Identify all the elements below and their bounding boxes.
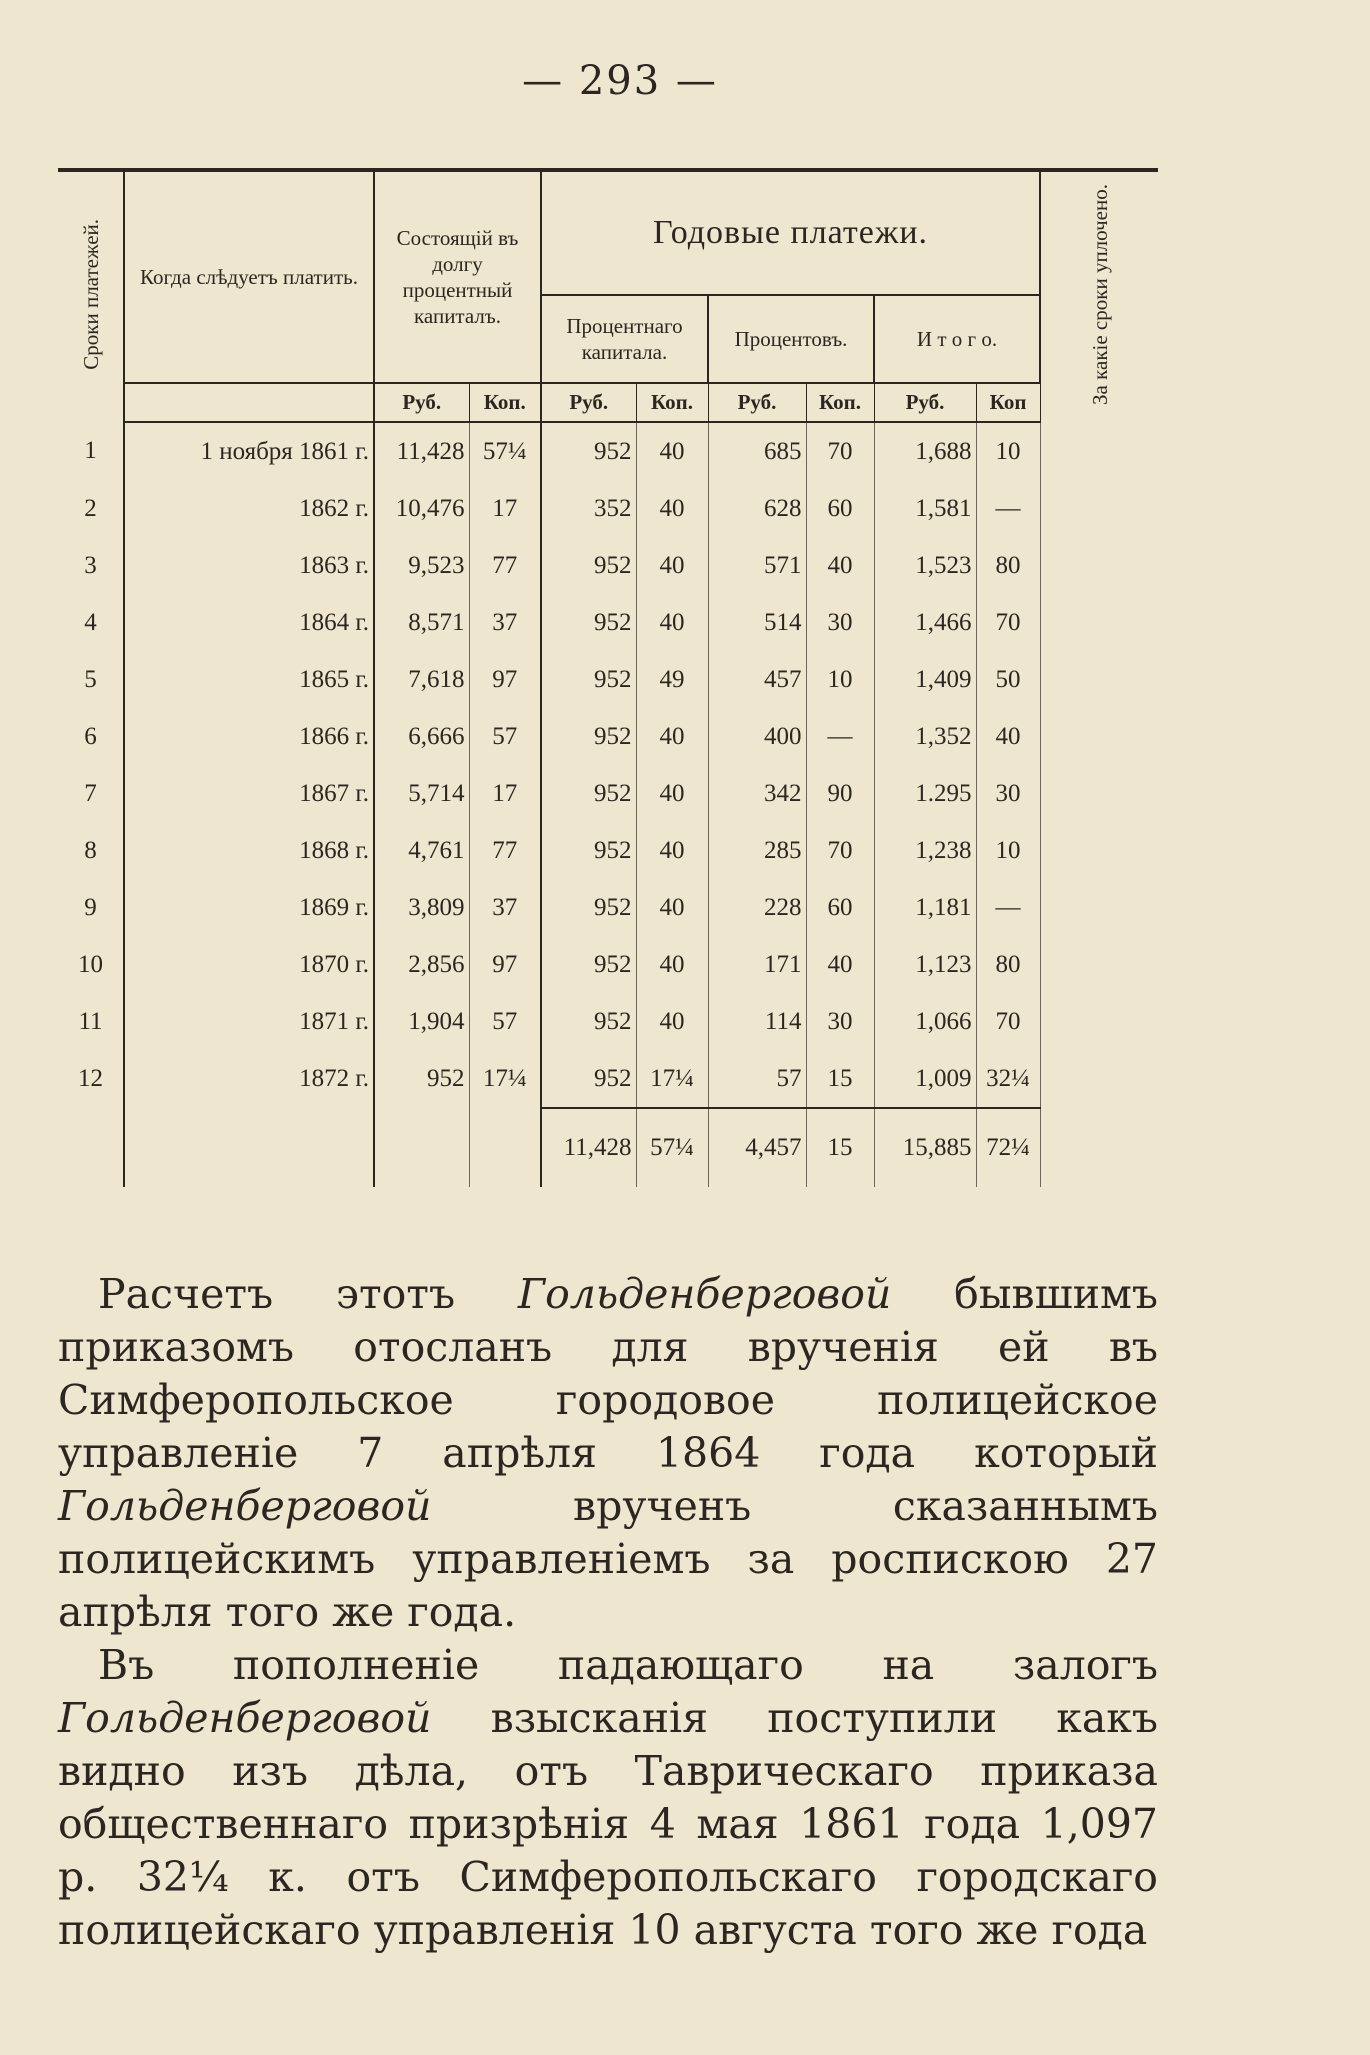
cell-int-k: 70	[806, 422, 874, 480]
cell-cap-k: 40	[636, 422, 708, 480]
unit-kop: Коп.	[636, 383, 708, 422]
cell-int-k: 15	[806, 1050, 874, 1108]
totals-row	[58, 1108, 1158, 1187]
cell-debt-k: 57¼	[469, 422, 541, 480]
cell-cap-r: 952	[541, 879, 636, 936]
total-blank	[124, 1108, 374, 1187]
cell-debt-r: 5,714	[374, 765, 469, 822]
cell-int-k: 70	[806, 822, 874, 879]
cell-int-r: 57	[708, 1050, 806, 1108]
cell-cap-r: 952	[541, 594, 636, 651]
header-term: Сроки платежей.	[58, 170, 124, 422]
cell-n: 4	[58, 594, 124, 651]
cell-int-k: 30	[806, 993, 874, 1050]
cell-n: 5	[58, 651, 124, 708]
cell-when: 1868 г.	[124, 822, 374, 879]
cell-cap-r: 952	[541, 651, 636, 708]
total-cap-k: 57¼	[636, 1108, 708, 1187]
cell-debt-r: 7,618	[374, 651, 469, 708]
cell-n: 1	[58, 422, 124, 480]
cell-debt-r: 9,523	[374, 537, 469, 594]
cell-tot-r: 1,352	[874, 708, 976, 765]
cell-when: 1862 г.	[124, 480, 374, 537]
cell-debt-r: 2,856	[374, 936, 469, 993]
cell-cap-k: 49	[636, 651, 708, 708]
unit-rub: Руб.	[374, 383, 469, 422]
cell-tot-k: —	[976, 480, 1040, 537]
total-int-r: 4,457	[708, 1108, 806, 1187]
cell-cap-r: 952	[541, 422, 636, 480]
cell-debt-k: 57	[469, 993, 541, 1050]
cell-debt-k: 97	[469, 936, 541, 993]
cell-tot-r: 1,181	[874, 879, 976, 936]
header-when: Когда слѣдуетъ платить.	[124, 170, 374, 383]
cell-int-r: 571	[708, 537, 806, 594]
cell-n: 8	[58, 822, 124, 879]
cell-paid	[1040, 765, 1158, 822]
cell-cap-r: 952	[541, 993, 636, 1050]
cell-debt-r: 8,571	[374, 594, 469, 651]
unit-rub: Руб.	[708, 383, 806, 422]
cell-paid	[1040, 422, 1158, 480]
cell-when: 1863 г.	[124, 537, 374, 594]
table-row	[58, 993, 1158, 1050]
table-row	[58, 822, 1158, 879]
table-row	[58, 879, 1158, 936]
table-row	[58, 1050, 1158, 1108]
unit-kop: Коп.	[469, 383, 541, 422]
cell-tot-k: —	[976, 879, 1040, 936]
table-row	[58, 480, 1158, 537]
unit-kop: Коп	[976, 383, 1040, 422]
cell-tot-r: 1,688	[874, 422, 976, 480]
cell-int-k: 40	[806, 537, 874, 594]
unit-kop: Коп.	[806, 383, 874, 422]
cell-tot-k: 10	[976, 422, 1040, 480]
cell-debt-r: 10,476	[374, 480, 469, 537]
cell-n: 10	[58, 936, 124, 993]
cell-int-r: 171	[708, 936, 806, 993]
page-number: — 293 —	[522, 58, 718, 104]
cell-tot-k: 80	[976, 537, 1040, 594]
cell-debt-k: 17¼	[469, 1050, 541, 1108]
total-tot-k: 72¼	[976, 1108, 1040, 1187]
paragraph-2: Въ пополненіе падающаго на залогъ Гольденберговой взысканія поступили какъ видно изъ дѣла, отъ Таврическаго приказа общественнаго призрѣнія 4 мая 1861 года 1,097 р. 32¼ к. отъ Симферопольскаго городскаго полицейскаго управленія 10 августа того же года	[58, 1641, 1158, 1954]
cell-int-k: 40	[806, 936, 874, 993]
cell-debt-k: 77	[469, 537, 541, 594]
cell-tot-k: 40	[976, 708, 1040, 765]
table-row	[58, 708, 1158, 765]
cell-paid	[1040, 993, 1158, 1050]
cell-tot-k: 32¼	[976, 1050, 1040, 1108]
cell-paid	[1040, 594, 1158, 651]
cell-tot-k: 70	[976, 594, 1040, 651]
payment-schedule-table	[58, 168, 1158, 1187]
cell-cap-k: 17¼	[636, 1050, 708, 1108]
cell-tot-r: 1.295	[874, 765, 976, 822]
cell-debt-r: 6,666	[374, 708, 469, 765]
cell-int-r: 628	[708, 480, 806, 537]
cell-when: 1866 г.	[124, 708, 374, 765]
cell-n: 9	[58, 879, 124, 936]
cell-cap-k: 40	[636, 537, 708, 594]
cell-cap-r: 352	[541, 480, 636, 537]
cell-debt-k: 77	[469, 822, 541, 879]
total-blank	[58, 1108, 124, 1187]
cell-tot-r: 1,409	[874, 651, 976, 708]
cell-when: 1867 г.	[124, 765, 374, 822]
cell-cap-r: 952	[541, 1050, 636, 1108]
header-annual: Годовые платежи.	[541, 170, 1040, 295]
header-interest: Процентовъ.	[708, 295, 874, 383]
cell-int-r: 685	[708, 422, 806, 480]
cell-tot-k: 80	[976, 936, 1040, 993]
cell-tot-k: 30	[976, 765, 1040, 822]
cell-paid	[1040, 651, 1158, 708]
cell-tot-r: 1,581	[874, 480, 976, 537]
cell-paid	[1040, 1050, 1158, 1108]
cell-tot-r: 1,523	[874, 537, 976, 594]
cell-when: 1865 г.	[124, 651, 374, 708]
total-blank	[374, 1108, 469, 1187]
cell-int-r: 514	[708, 594, 806, 651]
cell-debt-r: 3,809	[374, 879, 469, 936]
cell-debt-r: 952	[374, 1050, 469, 1108]
cell-int-k: 10	[806, 651, 874, 708]
payment-table	[58, 168, 1158, 1187]
cell-cap-k: 40	[636, 480, 708, 537]
cell-cap-k: 40	[636, 936, 708, 993]
cell-int-r: 457	[708, 651, 806, 708]
unit-rub: Руб.	[874, 383, 976, 422]
total-int-k: 15	[806, 1108, 874, 1187]
body-text	[58, 1268, 1158, 1957]
unit-rub: Руб.	[541, 383, 636, 422]
table-body	[58, 422, 1158, 1187]
table-row	[58, 422, 1158, 480]
cell-paid	[1040, 936, 1158, 993]
header-paid: За какіе сроки уплочено.	[1087, 183, 1112, 405]
total-blank	[1040, 1108, 1158, 1187]
table-row	[58, 651, 1158, 708]
cell-tot-k: 70	[976, 993, 1040, 1050]
cell-cap-r: 952	[541, 537, 636, 594]
cell-int-r: 114	[708, 993, 806, 1050]
cell-debt-k: 17	[469, 765, 541, 822]
cell-debt-k: 37	[469, 879, 541, 936]
cell-int-r: 228	[708, 879, 806, 936]
table-row	[58, 936, 1158, 993]
cell-when: 1864 г.	[124, 594, 374, 651]
cell-debt-k: 37	[469, 594, 541, 651]
cell-debt-r: 4,761	[374, 822, 469, 879]
cell-cap-k: 40	[636, 765, 708, 822]
header-when-blank	[124, 383, 374, 422]
cell-tot-k: 50	[976, 651, 1040, 708]
cell-cap-r: 952	[541, 822, 636, 879]
cell-when: 1870 г.	[124, 936, 374, 993]
cell-when: 1872 г.	[124, 1050, 374, 1108]
cell-when: 1871 г.	[124, 993, 374, 1050]
paragraph-1: Расчетъ этотъ Гольденберговой бывшимъ приказомъ отосланъ для врученія ей въ Симферопольское городовое полицейское управленіе 7 апрѣля 1864 года который Гольденберговой врученъ сказаннымъ полицейскимъ управленіемъ за роспискою 27 апрѣля того же года.	[58, 1270, 1158, 1636]
cell-debt-r: 11,428	[374, 422, 469, 480]
cell-cap-k: 40	[636, 993, 708, 1050]
cell-paid	[1040, 708, 1158, 765]
cell-paid	[1040, 822, 1158, 879]
cell-cap-k: 40	[636, 879, 708, 936]
cell-n: 11	[58, 993, 124, 1050]
total-tot-r: 15,885	[874, 1108, 976, 1187]
cell-int-k: 60	[806, 879, 874, 936]
cell-cap-r: 952	[541, 936, 636, 993]
cell-tot-k: 10	[976, 822, 1040, 879]
cell-cap-k: 40	[636, 594, 708, 651]
table-row	[58, 765, 1158, 822]
cell-int-r: 342	[708, 765, 806, 822]
cell-cap-k: 40	[636, 822, 708, 879]
cell-int-k: 90	[806, 765, 874, 822]
total-cap-r: 11,428	[541, 1108, 636, 1187]
cell-debt-k: 17	[469, 480, 541, 537]
cell-n: 12	[58, 1050, 124, 1108]
cell-paid	[1040, 480, 1158, 537]
cell-int-r: 400	[708, 708, 806, 765]
table-row	[58, 594, 1158, 651]
total-blank	[469, 1108, 541, 1187]
cell-cap-r: 952	[541, 708, 636, 765]
header-total: И т о г о.	[874, 295, 1040, 383]
cell-paid	[1040, 879, 1158, 936]
cell-n: 7	[58, 765, 124, 822]
cell-cap-k: 40	[636, 708, 708, 765]
header-debt: Состоящій въ долгу процентный капиталъ.	[374, 170, 541, 383]
cell-int-k: 30	[806, 594, 874, 651]
cell-n: 6	[58, 708, 124, 765]
cell-int-r: 285	[708, 822, 806, 879]
cell-debt-k: 57	[469, 708, 541, 765]
cell-tot-r: 1,009	[874, 1050, 976, 1108]
cell-int-k: —	[806, 708, 874, 765]
cell-tot-r: 1,466	[874, 594, 976, 651]
table-row	[58, 537, 1158, 594]
cell-debt-r: 1,904	[374, 993, 469, 1050]
cell-paid	[1040, 537, 1158, 594]
cell-tot-r: 1,238	[874, 822, 976, 879]
header-capital: Процентнаго капитала.	[541, 295, 708, 383]
cell-debt-k: 97	[469, 651, 541, 708]
cell-tot-r: 1,123	[874, 936, 976, 993]
cell-when: 1869 г.	[124, 879, 374, 936]
cell-n: 3	[58, 537, 124, 594]
cell-n: 2	[58, 480, 124, 537]
cell-tot-r: 1,066	[874, 993, 976, 1050]
cell-cap-r: 952	[541, 765, 636, 822]
cell-int-k: 60	[806, 480, 874, 537]
cell-when: 1 ноября 1861 г.	[124, 422, 374, 480]
